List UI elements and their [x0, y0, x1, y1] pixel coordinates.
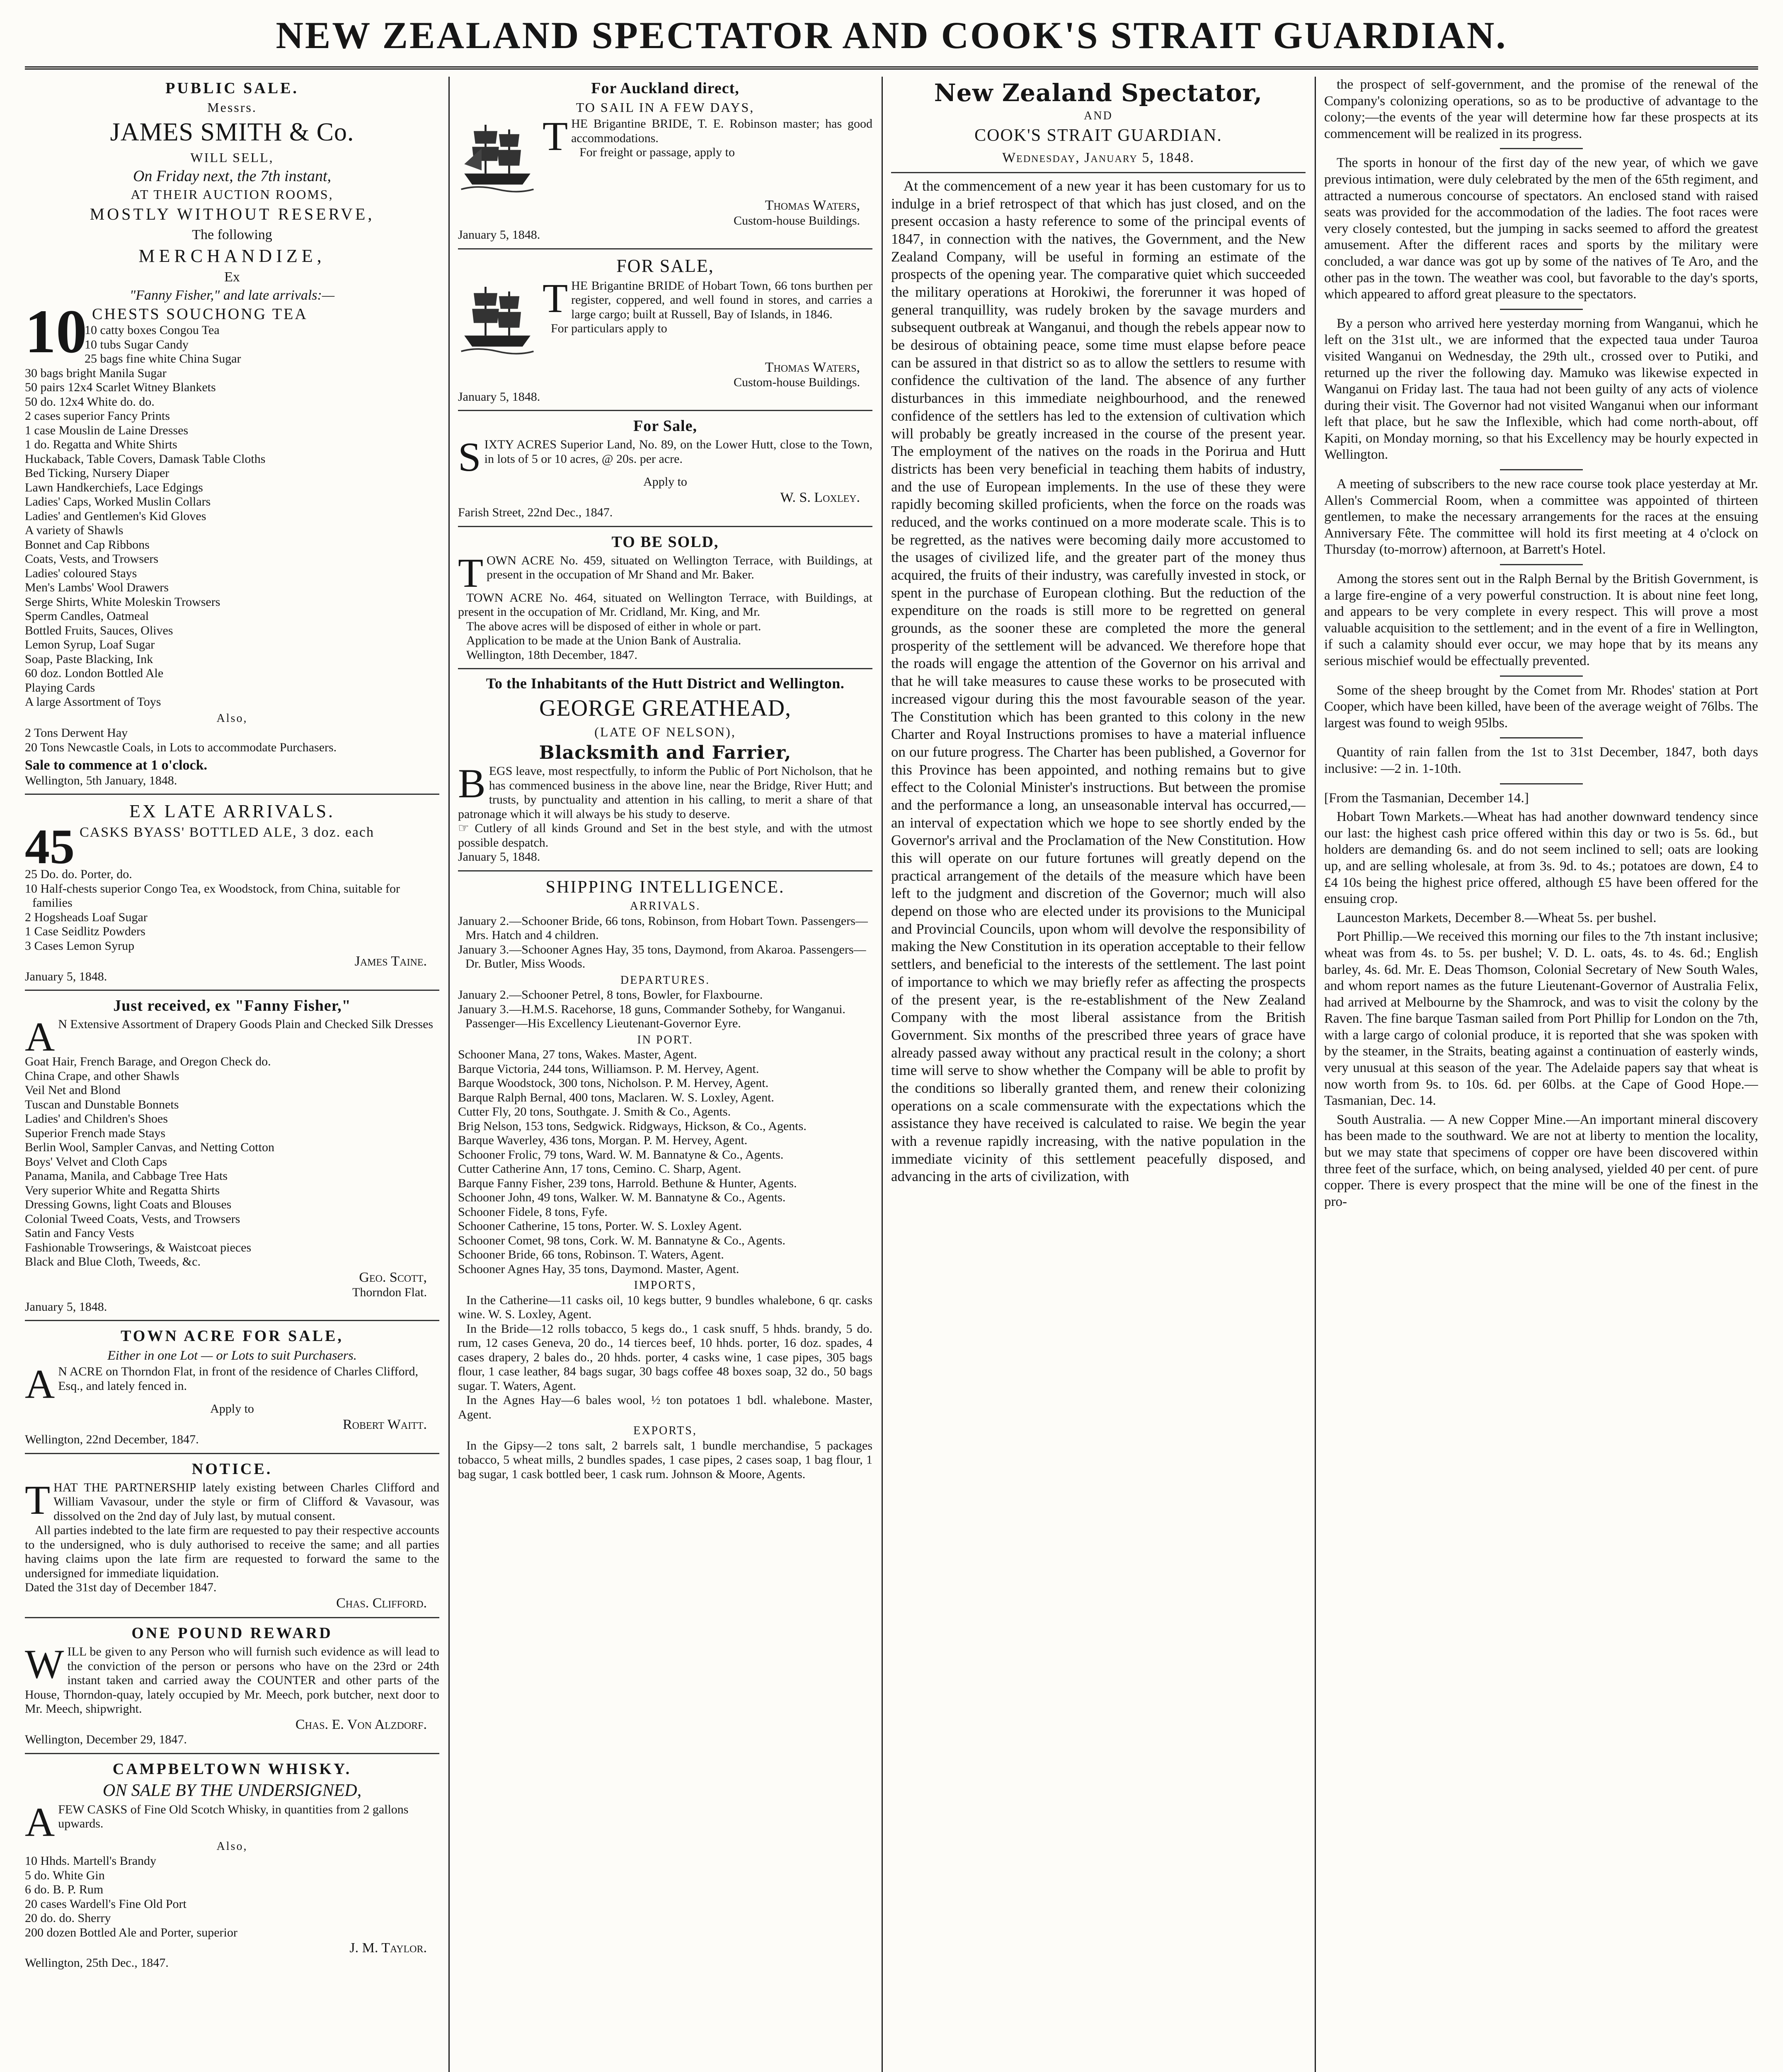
- arrivals-list: [458, 914, 872, 971]
- ad-item-list: [25, 1854, 439, 1940]
- ship-icon: [458, 117, 537, 196]
- in-port-heading: IN PORT.: [637, 1033, 693, 1046]
- list-item: Barque Ralph Bernal, 400 tons, Maclaren. W. S. Loxley, Agent.: [458, 1090, 774, 1104]
- news-paragraph: South Australia. — A new Copper Mine.—An important mineral discovery has been made to the southward. We are not at liberty to mention the locality, but we may state that specimens of copper ore have been discovered within three feet of the surface, which, on being analysed, yielded 40 per cent. of pure copper. There is every prospect that the mine will be one of the finest in the pro-: [1324, 1112, 1758, 1209]
- ad-following: The following: [192, 227, 272, 242]
- ad-apply: Apply to: [210, 1402, 254, 1416]
- ad-town-acre: [25, 1327, 439, 1454]
- divider: [1500, 675, 1583, 677]
- list-item: Schooner Frolic, 79 tons, Ward. W. M. Bannatyne & Co., Agents.: [458, 1147, 784, 1162]
- divider: [1500, 309, 1583, 310]
- ad-signature: James Taine.: [354, 954, 427, 969]
- list-item: Schooner Mana, 27 tons, Wakes. Master, Agent.: [458, 1048, 697, 1062]
- ad-whisky: [25, 1760, 439, 1976]
- ad-body-text: FEW CASKS of Fine Old Scotch Whisky, in quantities from 2 gallons upwards.: [58, 1802, 409, 1831]
- list-item: Soap, Paste Blacking, Ink: [25, 652, 153, 666]
- ship-icon: [458, 279, 537, 358]
- ad-also: Also,: [216, 712, 248, 725]
- ad-body: [458, 434, 872, 480]
- ad-heading: For Auckland direct,: [591, 80, 739, 97]
- ad-public-sale: [25, 79, 439, 795]
- list-item: 50 do. 12x4 White do. do.: [25, 395, 155, 409]
- ad-drapery: [25, 997, 439, 1321]
- masthead: NEW ZEALAND SPECTATOR AND COOK'S STRAIT GUARDIAN.: [276, 14, 1507, 56]
- ad-signature: J. M. Taylor.: [349, 1940, 427, 1956]
- list-item: 1 Case Seidlitz Powders: [25, 925, 145, 939]
- list-item: 1 do. Regatta and White Shirts: [25, 438, 177, 452]
- ad-body-text: IXTY ACRES Superior Land, No. 89, on the Lower Hutt, close to the Town, in lots of 5 or 10 acres, @ 20s. per acre.: [484, 438, 872, 466]
- masthead-rule: [25, 66, 1758, 70]
- divider: [1500, 148, 1583, 149]
- ad-body: [25, 1477, 439, 1524]
- list-item: China Crape, and other Shawls: [25, 1069, 179, 1083]
- ad-body-2: For particulars apply to: [551, 322, 667, 336]
- list-item: Coats, Vests, and Trowsers: [25, 552, 158, 566]
- list-item: Ladies' coloured Stays: [25, 566, 137, 580]
- ad-signature: Thomas Waters,: [765, 198, 860, 213]
- ad-drop-cap: A: [25, 1361, 55, 1407]
- ad-where: AT THEIR AUCTION ROOMS,: [131, 187, 334, 202]
- news-paragraph: Among the stores sent out in the Ralph Bernal by the British Government, is a large fire-engine of a very powerful construction. It is about nine feet long, and appears to be very complete in every respect. This will prove a most valuable acquisition to the settlement; and in the event of a fire in Wellington, if such a calamity should ever occur, we may hope that by its means any serious mischief would be effectually prevented.: [1324, 571, 1758, 668]
- list-item: Schooner Bride, 66 tons, Robinson. T. Waters, Agent.: [458, 1248, 724, 1262]
- news-paragraph: Port Phillip.—We received this morning our files to the 7th instant inclusive; wheat was from 4s. to 5s. per bushel; V. D. L. oats, 4s. to 4s. 6d.; English barley, 4s. 6d. Mr. E. Deas Thomson, Colonial Secretary of New South Wales, and whom report names as the future Lieutenant-Governor of Australia Felix, had arrived at Melbourne by the Shamrock, and was to visit the colony by the Raven. The fine barque Tasman sailed from Port Phillip for London on the 7th, with a large cargo of colonial produce, it is reported that she was spoken with by the steamer, in the Straits, beating against a continuation of easterly winds, very unusual at this season of the year. The Adelaide papers say that wheat is now worth from 9s. to 10s. 6d. per 60lbs. at the Cape of Good Hope.—Tasmanian, Dec. 14.: [1324, 929, 1758, 1109]
- ad-heading: Just received, ex "Fanny Fisher,": [113, 997, 351, 1015]
- ad-body-text: HE Brigantine BRIDE of Hobart Town, 66 tons burthen per register, coppered, and well found in stores, and carries a large cargo; built at Russell, Bay of Islands, in 1846.: [571, 278, 872, 321]
- list-item: 20 cases Wardell's Fine Old Port: [25, 1897, 187, 1911]
- ad-body: [25, 1798, 439, 1845]
- ad-ships: "Fanny Fisher," and late arrivals:—: [129, 287, 335, 303]
- ad-merchandize: MERCHANDIZE,: [138, 246, 326, 266]
- column-4: [1324, 77, 1758, 2072]
- ad-trade: Blacksmith and Farrier,: [539, 742, 792, 763]
- ad-heading: NOTICE.: [191, 1460, 273, 1478]
- ad-drop-cap: A: [25, 1014, 55, 1060]
- ad-body-2: [458, 821, 872, 850]
- list-item: 30 bags bright Manila Sugar: [25, 366, 167, 380]
- ad-late-of: (LATE OF NELSON),: [594, 724, 736, 739]
- ad-lead-text: CASKS BYASS' BOTTLED ALE, 3 doz. each: [80, 825, 375, 840]
- divider: [891, 172, 1306, 173]
- news-paragraph: the prospect of self-government, and the promise of the renewal of the Company's colonizing operations, so as to be productive of advantage to the colony;—the events of the year will determine how far these prospects at its commencement will be realized in its progress.: [1324, 77, 1758, 141]
- list-item: Colonial Tweed Coats, Vests, and Trowsers: [25, 1212, 240, 1226]
- list-item: Schooner John, 49 tons, Walker. W. M. Bannatyne & Co., Agents.: [458, 1191, 786, 1205]
- list-item: In the Bride—12 rolls tobacco, 5 kegs do., 1 cask snuff, 5 hhds. brandy, 5 do. rum, 12 cases Geneva, 20 do., 14 tierces beef, 10 hhds. porter, 16 doz. spades, 4 cases drapery, 2 bales do., 20 hhds. porter, 4 casks wine, 1 case pipes, 305 bags flour, 1 case leather, 84 bags sugar, 30 bags coffee 48 boxes soap, 32 do., 50 bags sugar. T. Waters, Agent.: [458, 1322, 872, 1393]
- list-item: January 3.—H.M.S. Racehorse, 18 guns, Commander Sotheby, for Wanganui. Passenger—His Excellency Lieutenant-Governor Eyre.: [458, 1002, 845, 1031]
- list-item: 2 Tons Derwent Hay: [25, 726, 128, 740]
- ad-heading: CAMPBELTOWN WHISKY.: [112, 1760, 352, 1778]
- ad-body-2: TOWN ACRE No. 464, situated on Wellington Terrace, with Buildings, at present in the occupation of Mr. Cridland, Mr. King, and Mr.: [458, 591, 872, 619]
- list-item: Schooner Catherine, 15 tons, Porter. W. S. Loxley Agent.: [458, 1219, 742, 1233]
- ad-date: January 5, 1848.: [458, 228, 540, 242]
- column-rule: [1315, 77, 1316, 2072]
- ad-sale-time: Sale to commence at 1 o'clock.: [25, 758, 207, 773]
- exports-list: [458, 1439, 872, 1482]
- list-item: Bonnet and Cap Ribbons: [25, 537, 150, 552]
- list-item: Lawn Handkerchiefs, Lace Edgings: [25, 480, 203, 494]
- list-item: Goat Hair, French Barage, and Oregon Check do.: [25, 1055, 271, 1069]
- ad-heading: PUBLIC SALE.: [165, 80, 299, 97]
- ad-body: [25, 1014, 439, 1060]
- ad-date: January 5, 1848.: [458, 390, 540, 404]
- ad-date: Wellington, 22nd December, 1847.: [25, 1433, 199, 1447]
- list-item: Playing Cards: [25, 680, 95, 695]
- ad-drop-cap: T: [25, 1477, 51, 1523]
- ad-date: Wellington, 5th January, 1848.: [25, 773, 177, 787]
- column-2: [458, 77, 872, 2072]
- ad-lead-text: N Extensive Assortment of Drapery Goods Plain and Checked Silk Dresses: [58, 1017, 434, 1031]
- list-item: Brig Nelson, 153 tons, Sedgwick. Ridgways, Hickson, & Co., Agents.: [458, 1119, 807, 1133]
- list-item: Bottled Fruits, Sauces, Olives: [25, 623, 173, 637]
- ad-body: [458, 549, 872, 596]
- arrivals-heading: ARRIVALS.: [630, 900, 701, 913]
- ad-signature: Geo. Scott,: [359, 1269, 427, 1285]
- ad-drop-cap: S: [458, 434, 481, 480]
- news-paragraph: Quantity of rain fallen from the 1st to 31st December, 1847, both days inclusive: —2 in. 1-10th.: [1324, 745, 1758, 776]
- list-item: 6 do. B. P. Rum: [25, 1883, 104, 1897]
- news-source-line: [From the Tasmanian, December 14.]: [1324, 790, 1529, 806]
- ad-item-list: [25, 1055, 439, 1269]
- list-item: Sperm Candles, Oatmeal: [25, 609, 149, 623]
- ad-heading: EX LATE ARRIVALS.: [129, 801, 335, 822]
- ad-also: Also,: [216, 1840, 248, 1853]
- section-heading: SHIPPING INTELLIGENCE.: [545, 877, 785, 897]
- ad-to-be-sold: [458, 533, 872, 670]
- ad-heading: For Sale,: [633, 417, 697, 435]
- list-item: Ladies' and Gentlemen's Kid Gloves: [25, 509, 206, 523]
- list-item: 10 tubs Sugar Candy: [85, 337, 189, 351]
- list-item: Ladies' and Children's Shoes: [25, 1112, 168, 1126]
- list-item: 2 Hogsheads Loaf Sugar: [25, 910, 148, 924]
- column-rule: [448, 77, 450, 2072]
- list-item: In the Gipsy—2 tons salt, 2 barrels salt, 1 bundle merchandise, 5 packages tobacco, 5 wheat mills, 2 bundles spades, 1 case pipes, 2 cases soap, 1 bag flour, 1 bag sugar, 1 cask bottled beer, 1 cask rum. Johnson & Moore, Agents.: [458, 1438, 872, 1481]
- ad-subheading: TO SAIL IN A FEW DAYS,: [576, 100, 755, 115]
- list-item: 25 bags fine white China Sugar: [85, 352, 241, 366]
- list-item: Veil Net and Blond: [25, 1083, 121, 1097]
- ad-blacksmith: [458, 675, 872, 871]
- column-1: [25, 77, 439, 2072]
- ad-signature: Chas. Clifford.: [336, 1595, 427, 1611]
- ad-drop-cap: B: [458, 760, 486, 807]
- editorial-title-2: COOK'S STRAIT GUARDIAN.: [974, 126, 1222, 145]
- news-paragraph: The sports in honour of the first day of the new year, of which we gave previous intimation, were duly celebrated by the men of the 65th regiment, and attracted a numerous concourse of spectators. An enclosed stand with raised seats was provided for the accommodation of the ladies. The foot races were very closely contested, but the jumping in sacks seemed to afford the greatest amusement. After the different races and sports by the military were concluded, a war dance was got up by some of the natives of Te Aro, and the other pas in the town. The weather was cool, but favorable to the day's sports, which appeared to afford great pleasure to the spectators.: [1324, 155, 1758, 302]
- column-3: [891, 77, 1306, 2072]
- exports-heading: EXPORTS,: [633, 1424, 697, 1438]
- list-item: 200 dozen Bottled Ale and Porter, superior: [25, 1925, 237, 1939]
- list-item: Cutter Fly, 20 tons, Southgate. J. Smith & Co., Agents.: [458, 1105, 731, 1119]
- ad-signature: Chas. E. Von Alzdorf.: [295, 1716, 427, 1732]
- list-item: Dressing Gowns, light Coats and Blouses: [25, 1198, 232, 1212]
- list-item: January 3.—Schooner Agnes Hay, 35 tons, Daymond, from Akaroa. Passengers—Dr. Butler, Miss Woods.: [458, 942, 866, 971]
- list-item: Barque Fanny Fisher, 239 tons, Harrold. Bethune & Hunter, Agents.: [458, 1176, 797, 1190]
- column-rule: [882, 77, 883, 2072]
- ad-will-sell: WILL SELL,: [190, 150, 274, 165]
- ad-name: GEORGE GREATHEAD,: [539, 695, 792, 721]
- ad-drop-cap: T: [543, 113, 568, 160]
- list-item: 2 cases superior Fancy Prints: [25, 409, 170, 423]
- ad-date: Wellington, 25th Dec., 1847.: [25, 1956, 169, 1970]
- list-item: 10 Hhds. Martell's Brandy: [25, 1854, 157, 1868]
- list-item: January 2.—Schooner Petrel, 8 tons, Bowler, for Flaxbourne.: [458, 988, 763, 1002]
- ad-lead-text: CHESTS SOUCHONG TEA: [92, 305, 308, 323]
- imports-heading: IMPORTS,: [634, 1279, 697, 1292]
- list-item: Huckaback, Table Covers, Damask Table Cloths: [25, 452, 266, 466]
- list-item: Tuscan and Dunstable Bonnets: [25, 1097, 179, 1111]
- ad-body: [25, 1361, 439, 1407]
- list-item: Schooner Comet, 98 tons, Cork. W. M. Bannatyne & Co., Agents.: [458, 1233, 785, 1247]
- ad-brigantine-sale: [458, 255, 872, 411]
- ad-body-text: ILL be given to any Person who will furnish such evidence as will lead to the conviction of the person or persons who have on the 23rd or 24th instant taken and carried away the COUNTER and other parts of the House, Thorndon-quay, lately occupied by Mr. Meech, pork butcher, next door to Mr. Meech, shipwright.: [25, 1645, 439, 1716]
- list-item: Satin and Fancy Vests: [25, 1226, 134, 1240]
- ad-body-2-text: Cutlery of all kinds Ground and Set in the best style, and with the utmost possible despatch.: [458, 821, 872, 850]
- news-paragraph: A meeting of subscribers to the new race course took place yesterday at Mr. Allen's Commercial Room, when a committee was appointed of thirteen gentlemen, to make the necessary arrangements for the races at the ensuing Anniversary Fête. The committee will hold its first meeting at 4 o'clock on Thursday (to-morrow) afternoon, at Barrett's Hotel.: [1324, 477, 1758, 557]
- ad-lead-number: 10: [25, 297, 87, 366]
- departures-list: [458, 988, 872, 1031]
- list-item: A variety of Shawls: [25, 523, 124, 537]
- news-paragraph: By a person who arrived here yesterday morning from Wanganui, which he left on the 31st ult., we are informed that the expected taua under Tauroa visited Wanganui on Wednesday, the 29th ult., crossed over to Putiki, and returned up the river the following day. Mamuko was likewise expected in Wanganui on Friday last. The taua had not been guilty of any acts of violence during their visit. The Governor had not visited Wanganui when our informant left that place, but he saw the Inflexible, which had come north-about, off Kapiti, on Monday morning, so that his Excellency may be hourly expected in Wellington.: [1324, 316, 1758, 462]
- ad-body: [458, 760, 872, 821]
- ad-body-text: EGS leave, most respectfully, to inform the Public of Port Nicholson, that he has commenced business in the above line, near the Bridge, River Hutt; and trusts, by punctuality and attention in his calling, to merit a share of that patronage which it will always be his study to deserve.: [458, 764, 872, 821]
- ad-ex: Ex: [224, 269, 240, 285]
- ad-heading: TO BE SOLD,: [611, 533, 719, 551]
- list-item: 3 Cases Lemon Syrup: [25, 939, 135, 953]
- ad-body: [25, 1641, 439, 1716]
- ad-body-text: HAT THE PARTNERSHIP lately existing between Charles Clifford and William Vavasour, under the style or firm of Clifford & Vavasour, was dissolved on the 2nd day of July last, by mutual consent.: [53, 1480, 439, 1523]
- list-item: In the Catherine—11 casks oil, 10 kegs butter, 9 bundles whalebone, 6 qr. casks wine. W. S. Loxley, Agent.: [458, 1293, 872, 1322]
- list-item: Serge Shirts, White Moleskin Trowsers: [25, 595, 220, 609]
- list-item: 25 Do. do. Porter, do.: [25, 867, 132, 881]
- ad-apply: Apply to: [643, 475, 687, 489]
- ad-reserve: MOSTLY WITHOUT RESERVE,: [90, 205, 375, 224]
- editorial-paragraph: At the commencement of a new year it has been customary for us to indulge in a brief retrospect of that which has just closed, and on the present occasion a hasty reference to some of the principal events of 1847, in connection with the natives, the Government, and the New Zealand Company, will be useful in forming an estimate of the prospects of the opening year. The comparative quiet which succeeded the military operations at Horokiwi, the forerunner it was hoped of general tranquillity, was rudely broken by the savage murders and subsequent outbreak at Wanganui, and though the rebels appear now to be desirous of obtaining peace, some time must elapse before peace can be assured in that district so as to allow the settlers to resume with confidence the cultivation of the land. The absence of any further disturbances in this immediate neighbourhood, and the renewed confidence of the settlers has led to the extension of cultivation which will probably be greatly increased in the course of the present year. The employment of the natives on the roads in the Porirua and Hutt districts has been very beneficial in teaching them habits of industry, and the use of European implements. In the use of these they were rapidly becoming skilled proficients, when the force on the roads was reduced, and the works continued on a more moderate scale. This is to be regretted, as the natives were becoming daily more accustomed to the usages of civilized life, and the greater part of the money thus acquired, the fruits of their industry, was carefully invested in stock, or spent in the purchase of European clothing. But the reduction of the expenditure on the roads is still more to be regretted on general grounds, as the sooner these are completed the more the general prosperity of the settlement will be advanced. We therefore hope that the roads will engage the attention of the Governor on his arrival and that he will take measures to cause these works to be prosecuted with increased vigour during this the most favourable season of the year. The Constitution which has been granted to this colony in the new Charter and Royal Instructions promises to have a material influence on our future progress. The Charter has been published, a Governor for this Province has been appointed, and nothing remains but to give effect to the Colonial Minister's instructions. But between the promise and the performance a long, an unseasonable interval has occurred,—an interval of expectation which we hope to see shortly ended by the Governor's arrival and the Proclamation of the New Constitution. How this will operate on our future fortunes will greatly depend on the practical arrangement of the details of the measure which have been left to the judgment and discretion of the Governor; much will also depend on those who are elected under its provisions to the Municipal and Provincial Councils, upon whom will devolve the responsibility of making the New Constitution in its operation acceptable to their fellow settlers, and beneficial to the interests of the settlement. The last point of importance to which we may briefly refer as affecting the prospects of the present year, is the re-establishment of the New Zealand Company with the most liberal assistance from the British Government. Six months of the prescribed three years of grace have already passed away without any practical result in the colony; a short time will serve to show whether the Company will be able to profit by the conditions so liberally granted them, and renew their colonizing operations on a scale commensurate with the expectations which the assistance they have received is calculated to raise. We begin the year with a revenue rapidly increasing, with the native population in the immediate vicinity of this settlement peacefully disposed, and advancing in the arts of civilization, with: [891, 177, 1306, 1185]
- list-item: Lemon Syrup, Loaf Sugar: [25, 638, 155, 652]
- divider: [1500, 737, 1583, 738]
- list-item: Superior French made Stays: [25, 1126, 166, 1140]
- ad-date: Dated the 31st day of December 1847.: [25, 1581, 217, 1595]
- ad-firm-name: JAMES SMITH & Co.: [110, 118, 354, 147]
- ad-item-list: [25, 323, 439, 709]
- ad-date: Farish Street, 22nd Dec., 1847.: [458, 506, 613, 520]
- ad-drop-cap: T: [543, 275, 568, 321]
- ad-body-2: For freight or passage, apply to: [579, 145, 735, 160]
- ad-date: January 5, 1848.: [25, 1300, 107, 1314]
- shipping-intelligence: [458, 877, 872, 1488]
- ad-date: Wellington, 18th December, 1847.: [466, 648, 637, 662]
- list-item: 60 doz. London Bottled Ale: [25, 666, 164, 680]
- ad-date: Wellington, December 29, 1847.: [25, 1733, 187, 1747]
- ad-heading: ONE POUND REWARD: [131, 1624, 333, 1642]
- ad-signature: Robert Waitt.: [342, 1416, 427, 1432]
- divider: [1500, 783, 1583, 784]
- in-port-list: [458, 1048, 872, 1276]
- ad-date: January 5, 1848.: [458, 850, 540, 864]
- list-item: Berlin Wool, Sampler Canvas, and Netting Cotton: [25, 1140, 274, 1155]
- list-item: Barque Waverley, 436 tons, Morgan. P. M. Hervey, Agent.: [458, 1133, 748, 1147]
- ad-heading: To the Inhabitants of the Hutt District and Wellington.: [486, 675, 845, 692]
- editorial-dateline: Wednesday, January 5, 1848.: [1002, 150, 1194, 166]
- list-item: Schooner Agnes Hay, 35 tons, Daymond. Master, Agent.: [458, 1262, 739, 1276]
- ad-lead-number: 45: [25, 819, 75, 874]
- list-item: A large Assortment of Toys: [25, 695, 161, 709]
- ad-drop-cap: W: [25, 1641, 64, 1687]
- ad-drop-cap: T: [458, 549, 484, 596]
- list-item: Barque Woodstock, 300 tons, Nicholson. P. M. Hervey, Agent.: [458, 1076, 769, 1090]
- list-item: Men's Lambs' Wool Drawers: [25, 581, 169, 595]
- ad-signature: W. S. Loxley.: [780, 489, 860, 505]
- ad-signature-address: Custom-house Buildings.: [733, 375, 860, 390]
- list-item: Ladies' Caps, Worked Muslin Collars: [25, 495, 211, 509]
- list-item: 10 catty boxes Congou Tea: [85, 323, 220, 337]
- ad-reward: [25, 1624, 439, 1754]
- ad-signature: Thomas Waters,: [765, 359, 860, 375]
- news-paragraph: Hobart Town Markets.—Wheat has had another downward tendency since our last: the highest cash price offered within this day or two is 5s. 6d., but holders are demanding 6s. and do not seem inclined to sell; oats are looking up, and are selling wholesale, at from 3s. 9d. to 4s.; potatoes are down, £4 to £4 10s being the highest price offered, although £5 have been offered for the ensuing crop.: [1324, 809, 1758, 907]
- list-item: 1 case Mouslin de Laine Dresses: [25, 423, 189, 437]
- ad-auckland-direct: [458, 79, 872, 249]
- news-paragraph: Launceston Markets, December 8.—Wheat 5s. per bushel.: [1337, 910, 1657, 925]
- list-item: Very superior White and Regatta Shirts: [25, 1183, 220, 1197]
- ad-heading: TOWN ACRE FOR SALE,: [121, 1327, 344, 1345]
- ad-messrs: Messrs.: [207, 100, 257, 115]
- imports-list: [458, 1293, 872, 1422]
- departures-heading: DEPARTURES.: [620, 973, 710, 987]
- list-item: Fashionable Trowserings, & Waistcoat pieces: [25, 1240, 252, 1254]
- ad-subheading: ON SALE BY THE UNDERSIGNED,: [102, 1781, 362, 1800]
- list-item: Panama, Manila, and Cabbage Tree Hats: [25, 1169, 228, 1183]
- ad-signature-address: Custom-house Buildings.: [733, 213, 860, 228]
- ad-body-3: The above acres will be disposed of either in whole or part.: [466, 619, 761, 633]
- ad-item-list: [25, 867, 439, 953]
- ad-ex-late-arrivals: [25, 801, 439, 991]
- list-item: 20 do. do. Sherry: [25, 1911, 111, 1925]
- ad-body-text: N ACRE on Thorndon Flat, in front of the residence of Charles Clifford, Esq., and lately fenced in.: [58, 1365, 418, 1393]
- list-item: Barque Victoria, 244 tons, Williamson. P. M. Hervey, Agent.: [458, 1062, 759, 1076]
- list-item: Cutter Catherine Ann, 17 tons, Cemino. C. Sharp, Agent.: [458, 1162, 741, 1176]
- ad-drop-cap: A: [25, 1798, 55, 1845]
- editorial-title: New Zealand Spectator,: [934, 79, 1263, 107]
- ad-subheading: Either in one Lot — or Lots to suit Purchasers.: [107, 1348, 357, 1363]
- ad-body-text: OWN ACRE No. 459, situated on Wellington Terrace, with Buildings, at present in the occupation of Mr Shand and Mr. Baker.: [487, 553, 872, 582]
- list-item: 5 do. White Gin: [25, 1868, 105, 1882]
- list-item: 50 pairs 12x4 Scarlet Witney Blankets: [25, 380, 216, 395]
- list-item: Schooner Fidele, 8 tons, Fyfe.: [458, 1205, 608, 1219]
- list-item: Boys' Velvet and Cloth Caps: [25, 1155, 167, 1169]
- pointing-hand-icon: ☞: [458, 821, 475, 835]
- ad-heading: FOR SALE,: [616, 255, 714, 276]
- ad-body-text: HE Brigantine BRIDE, T. E. Robinson master; has good accommodations.: [571, 117, 872, 145]
- ad-when: On Friday next, the 7th instant,: [133, 167, 332, 185]
- ad-notice: [25, 1460, 439, 1619]
- list-item: January 2.—Schooner Bride, 66 tons, Robinson, from Hobart Town. Passengers—Mrs. Hatch and 4 children.: [458, 914, 868, 942]
- list-item: Black and Blue Cloth, Tweeds, &c.: [25, 1255, 201, 1269]
- news-paragraph: Some of the sheep brought by the Comet from Mr. Rhodes' station at Port Cooper, which have been killed, have been of the average weight of 76lbs. The largest was found to weigh 95lbs.: [1324, 683, 1758, 731]
- ad-date: January 5, 1848.: [25, 969, 107, 983]
- ad-body-2: All parties indebted to the late firm are requested to pay their respective accounts to the undersigned, who is duly authorised to receive the same; and all parties having claims upon the late firm are requested to forward the same to the undersigned for immediate liquidation.: [25, 1523, 439, 1580]
- list-item: Bed Ticking, Nursery Diaper: [25, 466, 170, 480]
- ad-signature-address: Thorndon Flat.: [352, 1285, 427, 1300]
- divider: [1500, 469, 1583, 470]
- ad-body-4: Application to be made at the Union Bank of Australia.: [466, 634, 741, 648]
- list-item: In the Agnes Hay—6 bales wool, ½ ton potatoes 1 bdl. whalebone. Master, Agent.: [458, 1393, 872, 1421]
- list-item: 10 Half-chests superior Congo Tea, ex Woodstock, from China, suitable for families: [25, 881, 400, 910]
- ad-sixty-acres: [458, 417, 872, 527]
- ad-also-list: [25, 726, 439, 755]
- divider: [1500, 564, 1583, 565]
- list-item: 20 Tons Newcastle Coals, in Lots to accommodate Purchasers.: [25, 740, 337, 754]
- editorial-title-and: AND: [1084, 109, 1113, 123]
